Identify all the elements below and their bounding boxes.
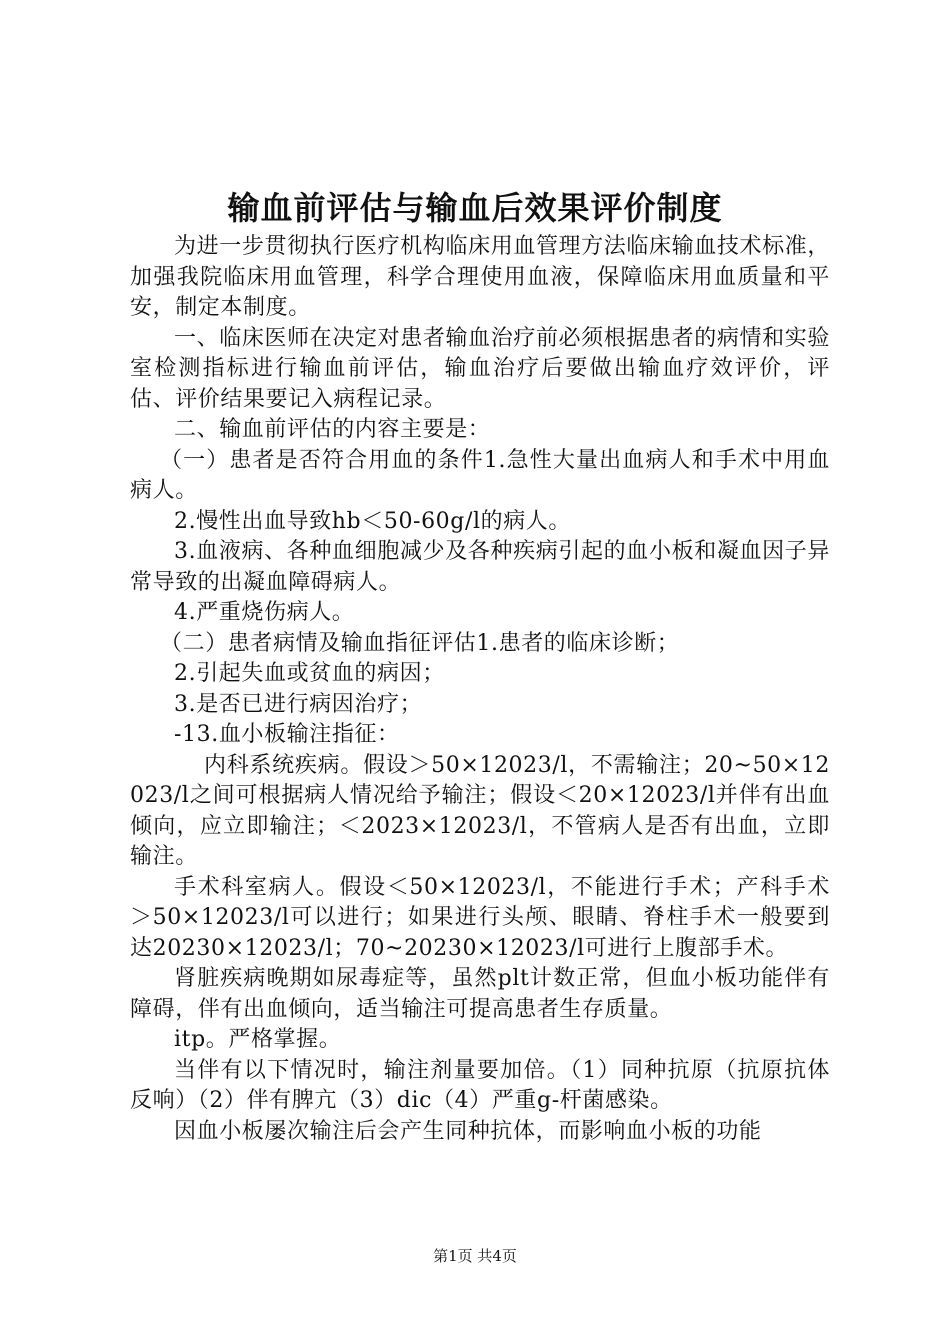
paragraph-assessment-3: 3.是否已进行病因治疗； bbox=[174, 691, 423, 717]
paragraph-item-4: 4.严重烧伤病人。 bbox=[174, 600, 355, 625]
paragraph-platelet-heading: -13.血小板输注指征： bbox=[174, 722, 400, 747]
document-body bbox=[130, 232, 830, 1147]
paragraph-surgery: 手术科室病人。假设＜50×12023/l，不能进行手术；产科手术＞50×12023/l可以进行；如果进行头颅、眼睛、脊柱手术一般要到达20230×12023/l；70~20230×12023/l可进行上腹部手术。 bbox=[130, 874, 830, 961]
page-footer: 第1页 共4页 bbox=[433, 1247, 517, 1265]
paragraph-item-3: 3.血液病、各种血细胞减少及各种疾病引起的血小板和凝血因子异常导致的出凝血障碍病人。 bbox=[130, 539, 830, 595]
paragraph-dose-conditions: 当伴有以下情况时，输注剂量要加倍。（1）同种抗原（抗原抗体反响）（2）伴有脾亢（3）dic（4）严重g-杆菌感染。 bbox=[130, 1057, 830, 1113]
paragraph-item-2: 2.慢性出血导致hb＜50-60g/l的病人。 bbox=[174, 508, 571, 534]
paragraph-internal-medicine: 内科系统疾病。假设＞50×12023/l，不需输注；20~50×12023/l之间可根据病人情况给予输注；假设＜20×12023/l并伴有出血倾向，应立即输注；＜2023×12023/l，不管病人是否有出血，立即输注。 bbox=[130, 752, 830, 869]
paragraph-subsection-2: （二）患者病情及输血指征评估1.患者的临床诊断； bbox=[160, 630, 680, 656]
paragraph-itp: itp。严格掌握。 bbox=[174, 1027, 342, 1052]
paragraph-section-1: 一、临床医师在决定对患者输血治疗前必须根据患者的病情和实验室检测指标进行输血前评估，输血治疗后要做出输血疗效评价，评估、评价结果要记入病程记录。 bbox=[130, 325, 830, 412]
paragraph-assessment-2: 2.引起失血或贫血的病因； bbox=[174, 661, 445, 686]
paragraph-antibody: 因血小板屡次输注后会产生同种抗体，而影响血小板的功能 bbox=[174, 1118, 762, 1144]
paragraph-subsection-1: （一）患者是否符合用血的条件1.急性大量出血病人和手术中用血病人。 bbox=[130, 447, 830, 503]
paragraph-intro: 为进一步贯彻执行医疗机构临床用血管理方法临床输血技术标准，加强我院临床用血管理，科学合理使用血液，保障临床用血质量和平安，制定本制度。 bbox=[130, 234, 830, 320]
document-title: 输血前评估与输血后效果评价制度 bbox=[227, 189, 723, 227]
paragraph-kidney-disease: 肾脏疾病晚期如尿毒症等，虽然plt计数正常，但血小板功能伴有障碍，伴有出血倾向，适当输注可提高患者生存质量。 bbox=[130, 966, 830, 1022]
paragraph-section-2-heading: 二、输血前评估的内容主要是： bbox=[174, 417, 491, 442]
